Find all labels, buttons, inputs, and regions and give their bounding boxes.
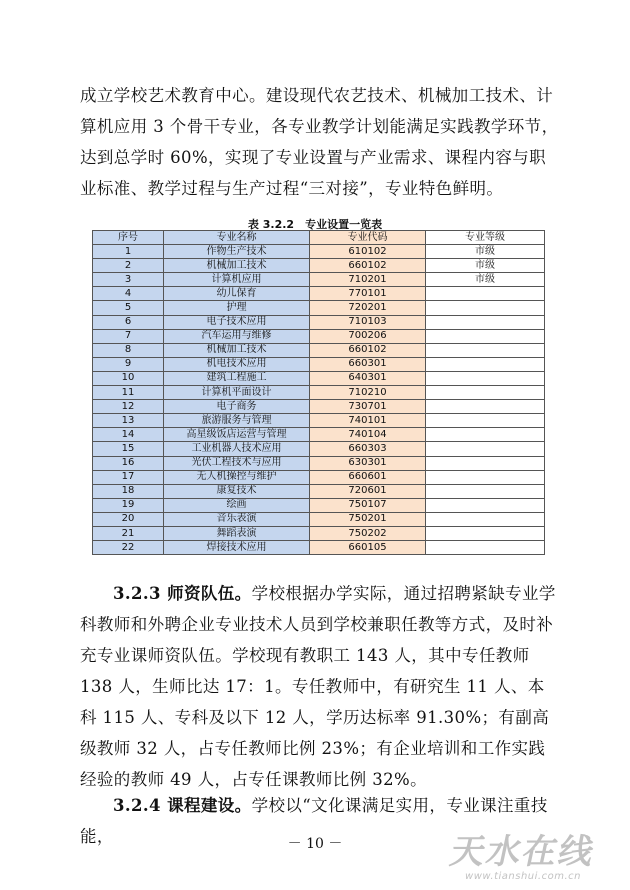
cell-index: 3 [93,273,164,287]
table-row [93,315,545,329]
table-body [93,245,545,555]
cell-major-name: 电子商务 [164,400,310,414]
teachers-paragraph [80,578,560,795]
cell-major-code: 660301 [310,357,426,371]
cell-major-name: 幼儿保育 [164,287,310,301]
teachers-text: 学校根据办学实际，通过招聘紧缺专业学科教师和外聘企业专业技术人员到学校兼职任教等方式，及时补充专业课师资队伍。学校现有教职工 143 人，其中专任教师 138 人，生师比达 17：1。专任教师中，有研究生 11 人、本科 115 人、专科及以下 12 人，学历达标率 91.30%；有副高级教师 32 人，占专任教师比例 23%；有企业培训和工作实践经验的教师 49 人，占专任课教师比例 32%。 [80,584,556,789]
table-row [93,512,545,526]
cell-index: 1 [93,245,164,259]
cell-major-code: 750202 [310,526,426,540]
cell-index: 4 [93,287,164,301]
cell-major-code: 630301 [310,456,426,470]
cell-major-name: 绘画 [164,498,310,512]
cell-index: 19 [93,498,164,512]
table-row [93,498,545,512]
table-header-row [93,231,545,245]
table-row [93,301,545,315]
table-row [93,329,545,343]
cell-major-name: 康复技术 [164,484,310,498]
table-row [93,259,545,273]
cell-index: 7 [93,329,164,343]
header-index: 序号 [93,231,164,245]
cell-major-code: 750201 [310,512,426,526]
cell-index: 8 [93,343,164,357]
cell-major-level [426,343,545,357]
table-row [93,343,545,357]
cell-major-code: 610102 [310,245,426,259]
intro-text: 成立学校艺术教育中心。建设现代农艺技术、机械加工技术、计算机应用 3 个骨干专业，各专业教学计划能满足实践教学环节，达到总学时 60%，实现了专业设置与产业需求、课程内容与职业标准、教学过程与生产过程“三对接”，专业特色鲜明。 [80,86,559,198]
cell-major-level [426,442,545,456]
courses-heading: 3.2.4 课程建设。 [113,796,252,815]
cell-major-level [426,428,545,442]
cell-major-code: 740104 [310,428,426,442]
cell-major-name: 计算机应用 [164,273,310,287]
cell-major-level [426,357,545,371]
table-row [93,371,545,385]
cell-major-name: 舞蹈表演 [164,526,310,540]
teachers-heading: 3.2.3 师资队伍。 [113,584,252,603]
cell-major-level [426,329,545,343]
page-number: － 10 － [287,836,343,852]
table-row [93,428,545,442]
cell-major-code: 660102 [310,259,426,273]
cell-index: 5 [93,301,164,315]
header-major-level: 专业等级 [426,231,545,245]
table-row [93,442,545,456]
cell-major-code: 710201 [310,273,426,287]
table-row [93,414,545,428]
cell-major-code: 720201 [310,301,426,315]
cell-major-level [426,414,545,428]
cell-major-name: 旅游服务与管理 [164,414,310,428]
watermark-url: www.tianshui.com.cn [465,871,581,882]
cell-major-name: 电子技术应用 [164,315,310,329]
table-row [93,541,545,555]
table-row [93,456,545,470]
major-table [92,230,545,555]
cell-major-level [426,400,545,414]
cell-major-name: 焊接技术应用 [164,541,310,555]
cell-major-level: 市级 [426,273,545,287]
cell-major-code: 660105 [310,541,426,555]
cell-major-code: 720601 [310,484,426,498]
table-row [93,386,545,400]
cell-major-level [426,526,545,540]
cell-major-name: 光伏工程技术与应用 [164,456,310,470]
cell-major-name: 高星级饭店运营与管理 [164,428,310,442]
cell-index: 14 [93,428,164,442]
cell-major-code: 710210 [310,386,426,400]
header-major-name: 专业名称 [164,231,310,245]
cell-major-name: 机械加工技术 [164,343,310,357]
cell-major-code: 660601 [310,470,426,484]
cell-major-name: 机械加工技术 [164,259,310,273]
cell-major-level [426,301,545,315]
cell-index: 21 [93,526,164,540]
intro-paragraph [80,80,560,204]
cell-index: 6 [93,315,164,329]
cell-major-level: 市级 [426,259,545,273]
cell-index: 10 [93,371,164,385]
table-row [93,484,545,498]
courses-text: 学校以“文化课满足实用，专业课注重技能， [80,796,548,846]
cell-major-name: 建筑工程施工 [164,371,310,385]
table-row [93,400,545,414]
cell-index: 18 [93,484,164,498]
cell-major-level [426,498,545,512]
cell-major-name: 无人机操控与维护 [164,470,310,484]
table-row [93,357,545,371]
cell-major-level [426,470,545,484]
cell-major-level [426,386,545,400]
cell-major-name: 汽车运用与维修 [164,329,310,343]
cell-major-level [426,315,545,329]
table-caption: 表 3.2.2 专业设置一览表 [247,218,383,231]
cell-major-code: 660303 [310,442,426,456]
cell-index: 15 [93,442,164,456]
cell-major-level [426,541,545,555]
cell-major-level: 市级 [426,245,545,259]
cell-index: 12 [93,400,164,414]
watermark-logo: 天水在线 [446,832,600,872]
cell-index: 20 [93,512,164,526]
cell-major-code: 730701 [310,400,426,414]
cell-index: 17 [93,470,164,484]
cell-major-level [426,512,545,526]
cell-major-name: 作物生产技术 [164,245,310,259]
cell-major-code: 750107 [310,498,426,512]
cell-major-name: 护理 [164,301,310,315]
cell-major-level [426,371,545,385]
table-row [93,287,545,301]
cell-major-name: 音乐表演 [164,512,310,526]
cell-major-name: 计算机平面设计 [164,386,310,400]
cell-major-name: 机电技术应用 [164,357,310,371]
cell-major-code: 770101 [310,287,426,301]
cell-major-name: 工业机器人技术应用 [164,442,310,456]
cell-index: 9 [93,357,164,371]
table-row [93,526,545,540]
cell-major-code: 740101 [310,414,426,428]
watermark [428,833,618,882]
cell-major-code: 700206 [310,329,426,343]
table-row [93,273,545,287]
cell-major-code: 710103 [310,315,426,329]
cell-major-level [426,484,545,498]
cell-index: 2 [93,259,164,273]
cell-index: 11 [93,386,164,400]
cell-major-level [426,456,545,470]
cell-index: 13 [93,414,164,428]
header-major-code: 专业代码 [310,231,426,245]
cell-index: 16 [93,456,164,470]
table-row [93,245,545,259]
cell-major-code: 660102 [310,343,426,357]
table-row [93,470,545,484]
cell-major-code: 640301 [310,371,426,385]
cell-major-level [426,287,545,301]
cell-index: 22 [93,541,164,555]
